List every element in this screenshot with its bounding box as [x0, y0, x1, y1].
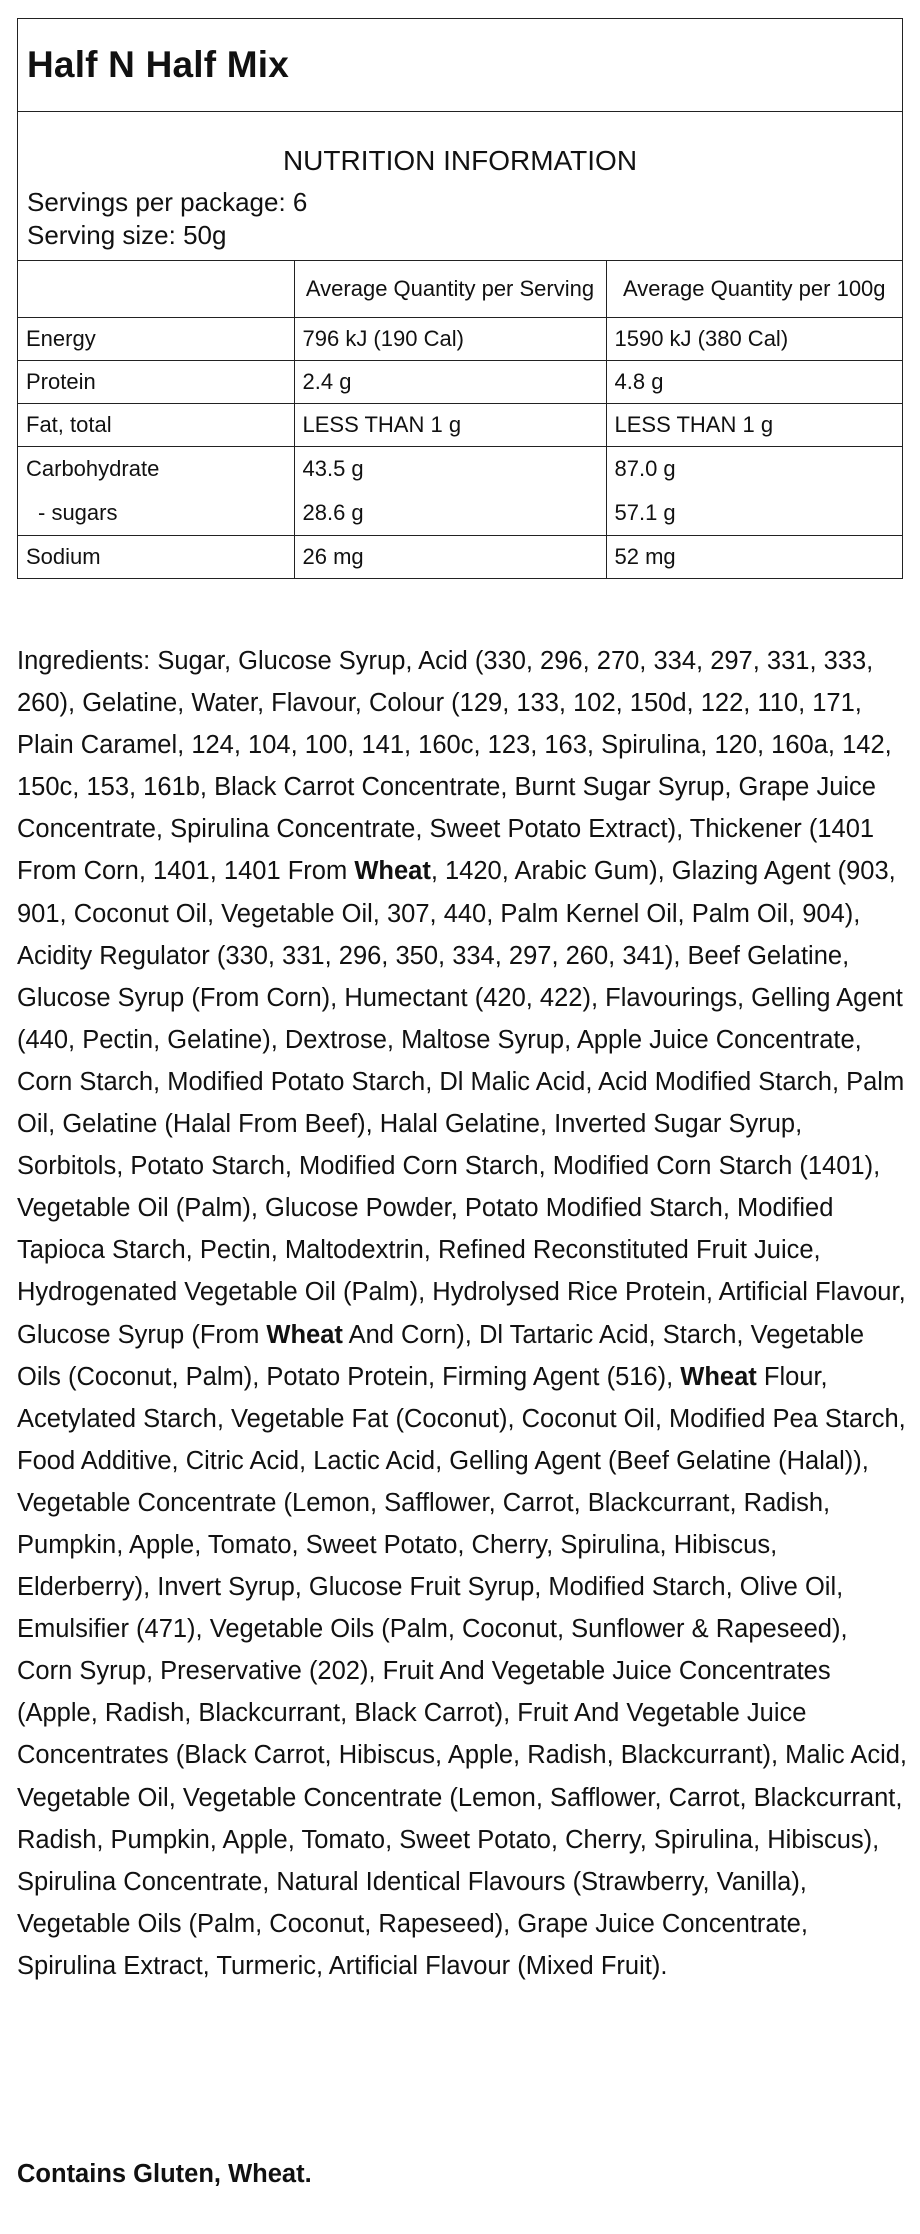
nutrient-per-serving: 26 mg [294, 536, 606, 579]
ingredients-part: , 1420, Arabic Gum), Glazing Agent (903, 901, Coconut Oil, Vegetable Oil, 307, 440, Palm Kernel Oil, Palm Oil, 904), Acidity Regulator (330, 331, 296, 350, 334, 297, 260, 341), Beef Gelatine, Glucose Syrup (From Corn), Humectant (420, 422), Flavourings, Gelling Agent (440, Pectin, Gelatine), Dextrose, Maltose Syrup, Apple Juice Concentrate, Corn Starch, Modified Potato Starch, Dl Malic Acid, Acid Modified Starch, Palm Oil, Gelatine (Halal From Beef), Halal Gelatine, Inverted Sugar Syrup, Sorbitols, Potato Starch, Modified Corn Starch, Modified Corn Starch (1401), Vegetable Oil (Palm), Glucose Powder, Potato Modified Starch, Modified Tapioca Starch, Pectin, Maltodextrin, Refined Reconstituted Fruit Juice, Hydrogenated Vegetable Oil (Palm), Hydrolysed Rice Protein, Artificial Flavour, Glucose Syrup (From [17, 857, 906, 1349]
ingredients-part: And Corn), Dl Tartaric Acid, Starch, Vegetable Oils (Coconut, Palm), Potato Protein, Firming Agent (516), [17, 1320, 865, 1391]
column-header-per-serving: Average Quantity per Serving [294, 261, 606, 318]
nutrient-name-cell [18, 447, 294, 536]
nutrient-per-serving: LESS THAN 1 g [294, 404, 606, 447]
product-title: Half N Half Mix [27, 44, 290, 85]
nutrition-table [18, 260, 902, 578]
nutrient-per-100g: 4.8 g [606, 361, 902, 404]
nutrient-per-100g: 87.0 g [614, 456, 676, 481]
sub-nutrient-per-serving: 28.6 g [302, 500, 364, 525]
serving-size: Serving size: 50g [27, 220, 227, 250]
nutrient-name: Sodium [18, 536, 294, 579]
column-header-nutrient [18, 261, 294, 318]
nutrient-per-100g: 52 mg [606, 536, 902, 579]
ingredients-part: Flour, Acetylated Starch, Vegetable Fat (Coconut), Coconut Oil, Modified Pea Starch, Food Additive, Citric Acid, Lactic Acid, Gelling Agent (Beef Gelatine (Halal)), Vegetable Concentrate (Lemon, Safflower, Carrot, Blackcurrant, Radish, Pumpkin, Apple, Tomato, Sweet Potato, Cherry, Spirulina, Hibiscus, Elderberry), Invert Syrup, Glucose Fruit Syrup, Modified Starch, Olive Oil, Emulsifier (471), Vegetable Oils (Palm, Coconut, Sunflower & Rapeseed), Corn Syrup, Preservative (202), Fruit And Vegetable Juice Concentrates (Apple, Radish, Blackcurrant, Black Carrot), Fruit And Vegetable Juice Concentrates (Black Carrot, Hibiscus, Apple, Radish, Blackcurrant), Malic Acid, Vegetable Oil, Vegetable Concentrate (Lemon, Safflower, Carrot, Blackcurrant, Radish, Pumpkin, Apple, Tomato, Sweet Potato, Cherry, Spirulina, Hibiscus), Spirulina Concentrate, Natural Identical Flavours (Strawberry, Vanilla), Vegetable Oils (Palm, Coconut, Rapeseed), Grape Juice Concentrate, Spirulina Extract, Turmeric, Artificial Flavour (Mixed Fruit). [17, 1362, 908, 1980]
table-row [18, 361, 902, 404]
ingredients-part: Ingredients: Sugar, Glucose Syrup, Acid (330, 296, 270, 334, 297, 331, 333, 260), Gelatine, Water, Flavour, Colour (129, 133, 102, 150d, 122, 110, 171, Plain Caramel, 124, 104, 100, 141, 160c, 123, 163, Spirulina, 120, 160a, 142, 150c, 153, 161b, Black Carrot Concentrate, Burnt Sugar Syrup, Grape Juice Concentrate, Spirulina Concentrate, Sweet Potato Extract), Thickener (1401 From Corn, 1401, 1401 From [17, 647, 892, 886]
nutrient-name: Carbohydrate [26, 456, 160, 481]
sub-nutrient-per-100g: 57.1 g [614, 500, 676, 525]
nutrient-name: Protein [18, 361, 294, 404]
product-title-row [18, 19, 902, 112]
nutrient-per-serving: 2.4 g [294, 361, 606, 404]
table-row [18, 447, 902, 536]
nutrition-table-header-row [18, 261, 902, 318]
nutrient-name: Fat, total [18, 404, 294, 447]
sub-nutrient-name: - sugars [38, 500, 118, 525]
nutrient-per-serving: 796 kJ (190 Cal) [294, 318, 606, 361]
allergen-highlight: Wheat [266, 1320, 343, 1349]
table-row [18, 404, 902, 447]
ingredients-text [17, 640, 907, 1987]
allergen-statement: Contains Gluten, Wheat. [17, 2160, 312, 2188]
nutrient-per-serving-cell [294, 447, 606, 536]
nutrient-per-100g: 1590 kJ (380 Cal) [606, 318, 902, 361]
allergen-highlight: Wheat [354, 857, 431, 886]
nutrient-name: Energy [18, 318, 294, 361]
allergen-highlight: Wheat [680, 1362, 757, 1391]
nutrient-per-100g: LESS THAN 1 g [606, 404, 902, 447]
nutrient-per-100g-cell [606, 447, 902, 536]
nutrition-information-heading: NUTRITION INFORMATION [282, 145, 638, 176]
nutrient-per-serving: 43.5 g [302, 456, 364, 481]
table-row [18, 318, 902, 361]
nutrition-panel [17, 18, 903, 579]
servings-per-package: Servings per package: 6 [27, 187, 308, 217]
table-row [18, 536, 902, 579]
column-header-per-100g: Average Quantity per 100g [606, 261, 902, 318]
serving-info [18, 172, 902, 260]
